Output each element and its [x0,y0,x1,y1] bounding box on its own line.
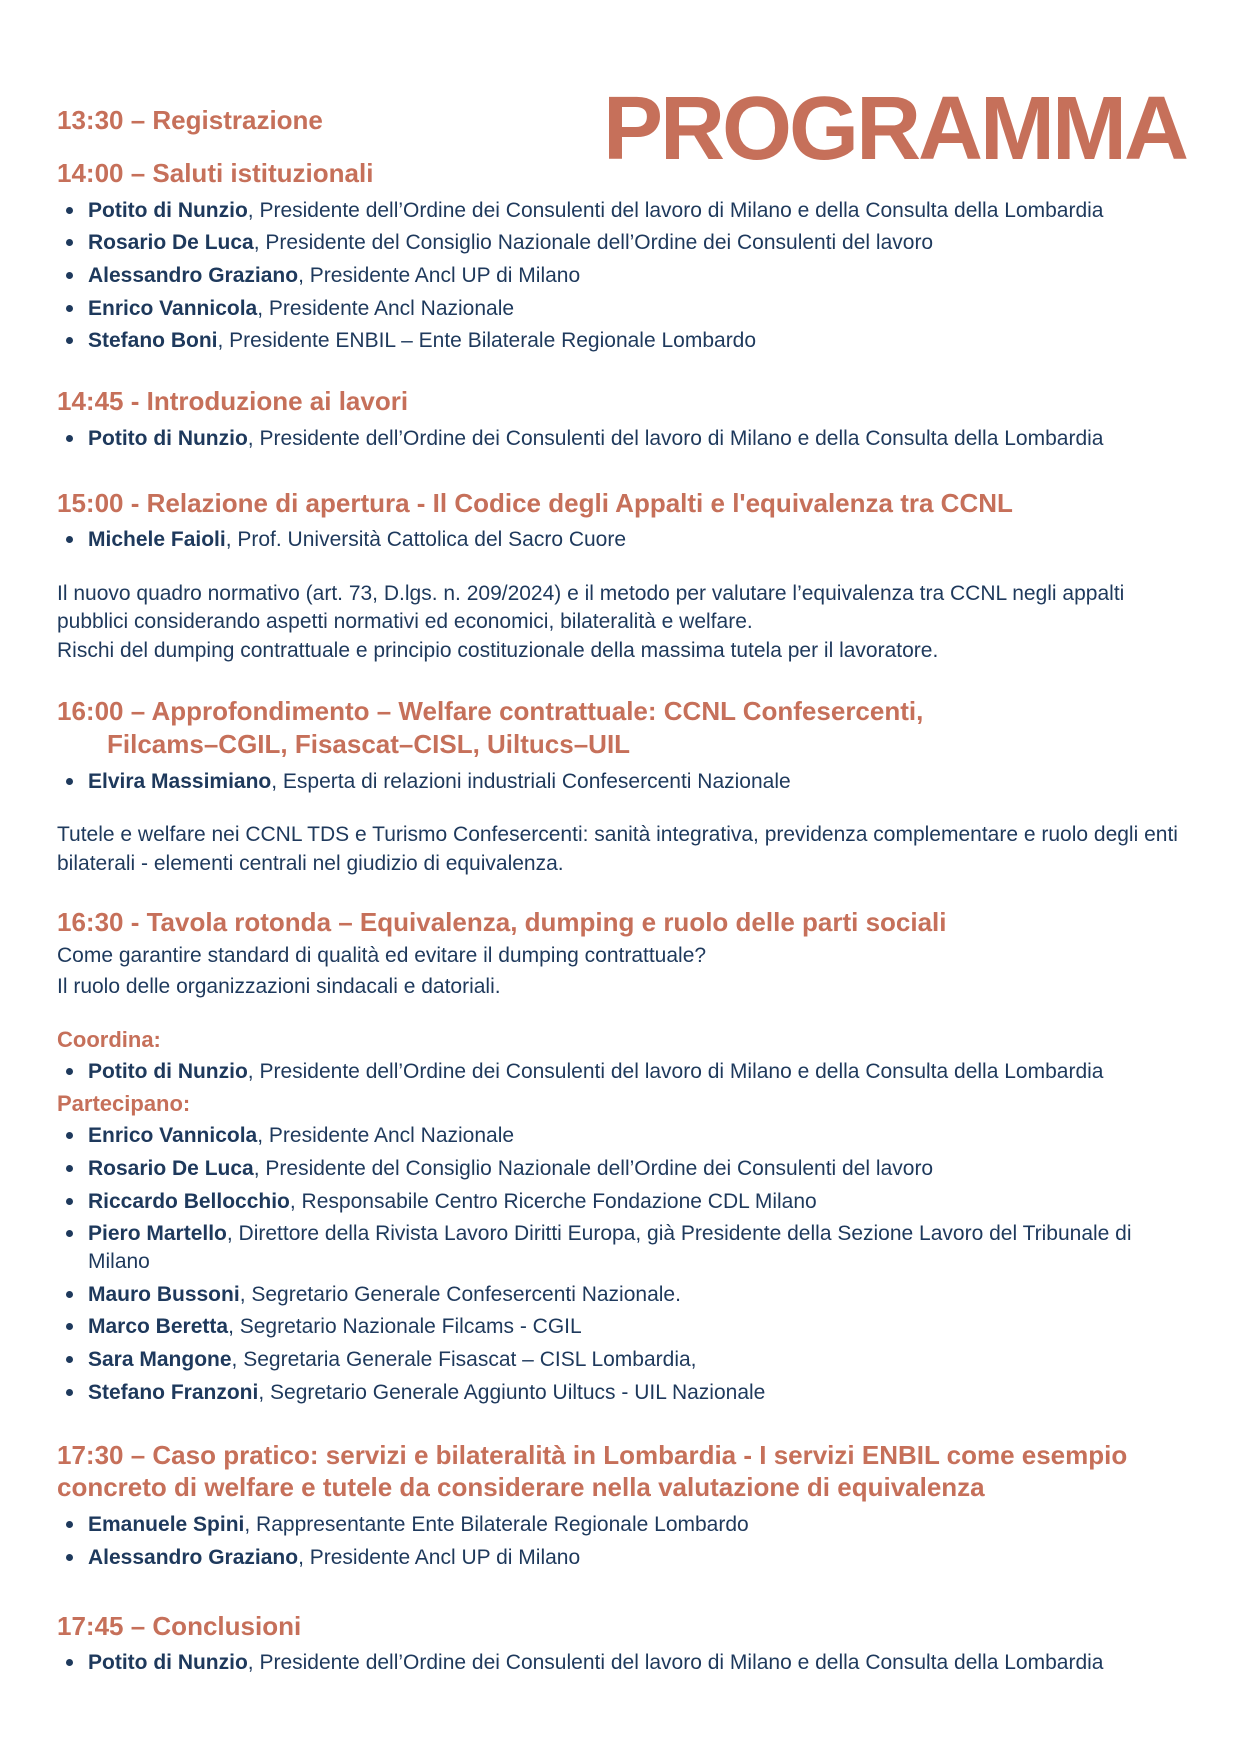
section-saluti-istituzionali [57,157,1183,355]
bullet-icon [66,1230,73,1237]
speaker-role: , Segretario Generale Aggiunto Uiltucs - UIL Nazionale [258,1380,766,1404]
speaker-name: Potito di Nunzio [88,1651,248,1675]
speaker-role: , Segretario Nazionale Filcams - CGIL [228,1315,582,1339]
bullet-icon [66,1132,73,1139]
bullet-icon [66,536,73,543]
bullet-icon [66,239,73,246]
speaker-role: , Presidente dell’Ordine dei Consulenti del lavoro di Milano e della Consulta della Lombardia [247,1060,1104,1084]
speaker-name: Michele Faioli [88,528,226,552]
speaker-item [57,1058,1183,1086]
bullet-icon [66,1291,73,1298]
session-description: Il nuovo quadro normativo (art. 73, D.lgs. n. 209/2024) e il metodo per valutare l’equivalenza tra CCNL negli appalti pubblici considerando aspetti normativi ed economici, bilateralità e welfare. [57,582,1125,634]
coordina-label: Coordina: [57,1027,161,1053]
speaker-name: Stefano Franzoni [88,1380,259,1404]
speaker-role: , Presidente dell’Ordine dei Consulenti del lavoro di Milano e della Consulta della Lombardia [247,1651,1104,1675]
speaker-item [57,229,1183,257]
section-heading-introduzione: 14:45 - Introduzione ai lavori [57,386,409,417]
speaker-name: Marco Beretta [88,1315,229,1339]
speaker-name: Alessandro Graziano [88,263,299,287]
speaker-item [57,1313,1183,1341]
speaker-item [57,327,1183,355]
bullet-icon [66,778,73,785]
speaker-name: Sara Mangone [88,1348,232,1372]
speaker-role: , Presidente Ancl UP di Milano [298,263,581,287]
bullet-icon [66,305,73,312]
speaker-role: , Segretario Generale Confesercenti Nazionale. [239,1282,681,1306]
speaker-list [57,197,1183,356]
speaker-role: , Rappresentante Ente Bilaterale Regionale Lombardo [244,1513,749,1537]
section-heading-saluti: 14:00 – Saluti istituzionali [57,157,374,188]
speaker-name: Emanuele Spini [88,1513,245,1537]
speaker-list [57,768,1183,796]
speaker-item [57,1155,1183,1183]
speaker-name: Piero Martello [88,1222,227,1246]
speaker-role: , Presidente del Consiglio Nazionale dell’Ordine dei Consulenti del lavoro [253,1156,934,1180]
speaker-role: , Responsabile Centro Ricerche Fondazione CDL Milano [289,1189,817,1213]
bullet-icon [66,1659,73,1666]
speaker-role: , Esperta di relazioni industriali Confesercenti Nazionale [271,769,791,793]
session-description: Tutele e welfare nei CCNL TDS e Turismo Confesercenti: sanità integrativa, previdenza complementare e ruolo degli enti bilaterali - elementi centrali nel giudizio di equivalenza. [57,823,1178,875]
speaker-item [57,1511,1183,1539]
speaker-name: Mauro Bussoni [88,1282,240,1306]
speaker-name: Stefano Boni [88,329,218,353]
section-caso-pratico [57,1439,1183,1572]
speaker-item [57,1346,1183,1374]
speaker-role: , Prof. Università Cattolica del Sacro Cuore [225,528,627,552]
partecipano-list [57,1122,1183,1406]
speaker-role: , Direttore della Rivista Lavoro Diritti Europa, già Presidente della Sezione Lavoro del Tribunale di Milano [88,1222,1132,1273]
speaker-role: , Segretaria Generale Fisascat – CISL Lombardia, [231,1348,697,1372]
speaker-item [57,1188,1183,1216]
bullet-icon [66,1323,73,1330]
bullet-icon [66,1068,73,1075]
section-heading-relazione: 15:00 - Relazione di apertura - Il Codice degli Appalti e l'equivalenza tra CCNL [57,487,1013,518]
section-heading-registrazione: 13:30 – Registrazione [57,105,323,135]
speaker-name: Enrico Vannicola [88,296,258,320]
speaker-role: , Presidente dell’Ordine dei Consulenti del lavoro di Milano e della Consulta della Lombardia [247,426,1104,450]
speaker-name: Rosario De Luca [88,231,254,255]
speaker-item [57,1281,1183,1309]
speaker-name: Potito di Nunzio [88,1060,248,1084]
session-intro-line: Il ruolo delle organizzazioni sindacali e datoriali. [57,975,501,999]
speaker-item [57,768,1183,796]
heading-line-1: 16:00 – Approfondimento – Welfare contrattuale: CCNL Confesercenti, [57,696,924,727]
speaker-list [57,425,1183,453]
speaker-list [57,1511,1183,1571]
section-approfondimento [57,695,1183,878]
speaker-item [57,1649,1183,1677]
speaker-item [57,425,1183,453]
section-heading-conclusioni: 17:45 – Conclusioni [57,1610,302,1641]
speaker-name: Potito di Nunzio [88,426,248,450]
speaker-item [57,1220,1183,1275]
section-conclusioni [57,1610,1183,1677]
speaker-item [57,1379,1183,1407]
speaker-name: Riccardo Bellocchio [88,1189,290,1213]
speaker-name: Alessandro Graziano [88,1545,299,1569]
bullet-icon [66,1165,73,1172]
coordina-list [57,1058,1183,1086]
speaker-role: , Presidente del Consiglio Nazionale dell’Ordine dei Consulenti del lavoro [253,231,934,255]
speaker-name: Potito di Nunzio [88,198,248,222]
speaker-role: , Presidente Ancl UP di Milano [298,1545,581,1569]
speaker-item [57,197,1183,225]
section-relazione-apertura [57,487,1183,666]
section-tavola-rotonda [57,906,1183,1407]
partecipano-label: Partecipano: [57,1091,191,1117]
speaker-name: Elvira Massimiano [88,769,272,793]
bullet-icon [66,337,73,344]
section-heading-tavola-rotonda: 16:30 - Tavola rotonda – Equivalenza, dumping e ruolo delle parti sociali [57,906,947,937]
speaker-role: , Presidente Ancl Nazionale [257,1124,515,1148]
speaker-role: , Presidente Ancl Nazionale [257,296,515,320]
speaker-item [57,1122,1183,1150]
section-heading-caso-pratico: 17:30 – Caso pratico: servizi e bilateralità in Lombardia - I servizi ENBIL come esempio concreto di welfare e tutele da considerare nella valutazione di equivalenza [57,1439,1128,1503]
speaker-role: , Presidente ENBIL – Ente Bilaterale Regionale Lombardo [217,329,757,353]
bullet-icon [66,435,73,442]
speaker-item [57,526,1183,554]
speaker-item [57,262,1183,290]
heading-line-2: Filcams–CGIL, Fisascat–CISL, Uiltucs–UIL [107,728,631,759]
bullet-icon [66,1554,73,1561]
page-title: PROGRAMMA [603,79,1186,179]
speaker-item [57,295,1183,323]
speaker-role: , Presidente dell’Ordine dei Consulenti del lavoro di Milano e della Consulta della Lombardia [247,198,1104,222]
bullet-icon [66,1389,73,1396]
bullet-icon [66,1521,73,1528]
session-description: Rischi del dumping contrattuale e principio costituzionale della massima tutela per il lavoratore. [57,638,939,662]
speaker-list [57,1649,1183,1677]
speaker-name: Enrico Vannicola [88,1124,258,1148]
bullet-icon [66,1356,73,1363]
bullet-icon [66,1198,73,1205]
speaker-list [57,526,1183,554]
bullet-icon [66,272,73,279]
section-introduzione [57,385,1183,452]
session-intro-line: Come garantire standard di qualità ed evitare il dumping contrattuale? [57,943,707,967]
speaker-item [57,1544,1183,1572]
speaker-name: Rosario De Luca [88,1156,254,1180]
section-heading-approfondimento [57,695,1183,761]
bullet-icon [66,207,73,214]
